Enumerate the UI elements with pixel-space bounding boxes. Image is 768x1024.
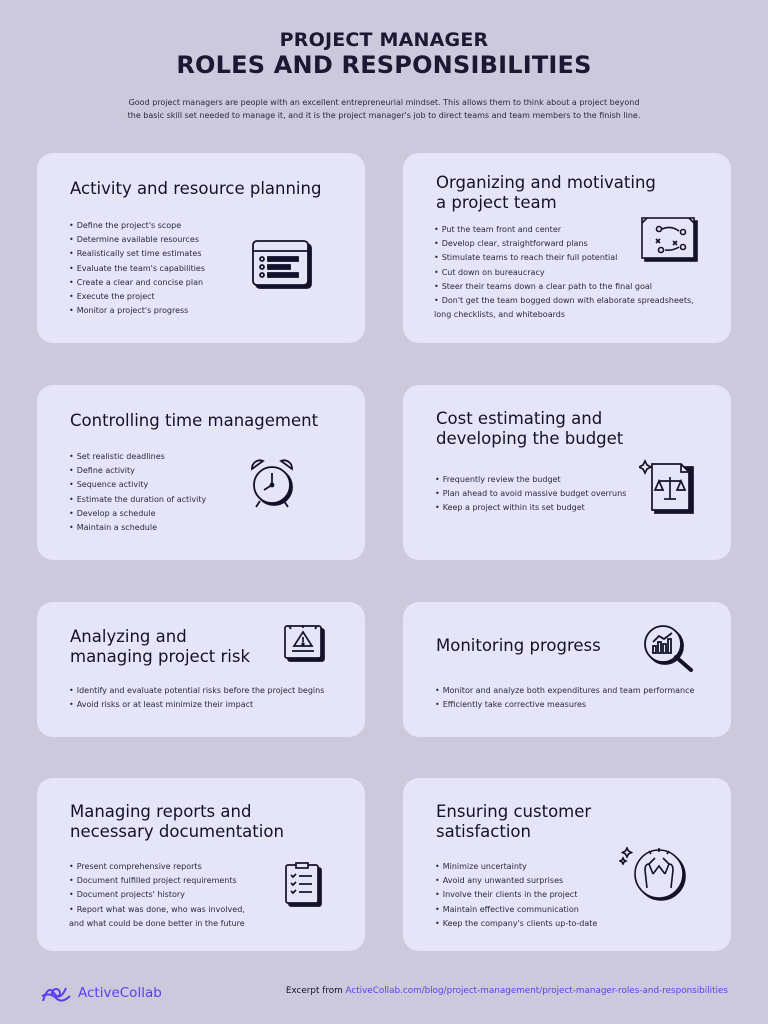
list-item: • Realistically set time estimates [69, 247, 205, 261]
card-reports-documentation [37, 778, 365, 951]
card-customer-satisfaction [403, 778, 731, 951]
clipboard-checklist-icon [283, 862, 323, 912]
card-title-line: Analyzing and [70, 627, 187, 646]
brand-logo[interactable] [40, 982, 162, 1004]
high-five-icon [619, 844, 689, 908]
list-item: • Sequence activity [69, 478, 206, 492]
list-item: • Develop clear, straightforward plans [434, 237, 694, 251]
footer-excerpt [286, 986, 728, 996]
list-item: • Avoid any unwanted surprises [435, 874, 597, 888]
page-supertitle: PROJECT MANAGER [279, 29, 489, 51]
card-title-line: developing the budget [436, 429, 624, 448]
excerpt-prefix: Excerpt from [285, 986, 343, 996]
card-list [69, 450, 206, 535]
card-title [70, 179, 321, 199]
list-item: • Develop a schedule [69, 507, 206, 521]
card-title-line: Monitoring progress [436, 636, 601, 655]
activecollab-logo-icon [40, 982, 72, 1004]
card-title-line: managing project risk [70, 647, 251, 666]
list-item: • Efficiently take corrective measures [435, 698, 694, 712]
planning-board-icon [251, 239, 313, 295]
intro-line: the basic skill set needed to manage it, and it is the project manager's job to direct teams and team members to the finish line. [127, 110, 641, 120]
list-item: • Identify and evaluate potential risks before the project begins [69, 684, 324, 698]
card-list [69, 684, 324, 712]
card-monitoring-progress [403, 602, 731, 737]
list-item: • Execute the project [69, 290, 205, 304]
list-item: • Don't get the team bogged down with elaborate spreadsheets, [434, 294, 694, 308]
card-title-line: Activity and resource planning [70, 179, 322, 198]
card-cost-budget [403, 385, 731, 560]
list-item: • Plan ahead to avoid massive budget overruns [435, 487, 626, 501]
intro-line: Good project managers are people with an excellent entrepreneurial mindset. This allows them to think about a project beyond [128, 98, 640, 107]
card-title-line: necessary documentation [70, 822, 284, 841]
list-item: • Keep the company's clients up-to-date [435, 917, 597, 931]
list-item: • Maintain a schedule [69, 521, 206, 535]
warning-document-icon [283, 624, 327, 668]
card-list [69, 219, 205, 318]
card-list [435, 860, 597, 931]
card-title [436, 802, 591, 842]
card-team-motivation [403, 153, 731, 343]
card-title-line: Cost estimating and [436, 409, 603, 428]
card-title-line: Controlling time management [70, 411, 319, 430]
list-item: • Monitor a project's progress [69, 304, 205, 318]
list-item: • Steer their teams down a clear path to the final goal [434, 280, 694, 294]
list-item: • Put the team front and center [434, 223, 694, 237]
card-time-management [37, 385, 365, 560]
list-item: • Involve their clients in the project [435, 888, 597, 902]
alarm-clock-icon [247, 457, 299, 515]
page-title: ROLES AND RESPONSIBILITIES [176, 51, 592, 79]
card-title [70, 802, 284, 842]
list-item: • Document fulfilled project requirements [69, 874, 245, 888]
excerpt-link[interactable]: ActiveCollab.com/blog/project-management/project-manager-roles-and-responsibilities [345, 986, 728, 996]
card-title-line: Organizing and motivating [436, 173, 656, 192]
list-item: long checklists, and whiteboards [434, 310, 565, 320]
list-item: • Keep a project within its set budget [435, 501, 626, 515]
intro-text [124, 97, 644, 122]
list-item: • Define the project's scope [69, 219, 205, 233]
card-title [70, 411, 318, 431]
card-activity-planning [37, 153, 365, 343]
card-list [69, 860, 245, 931]
list-item: • Cut down on bureaucracy [434, 266, 694, 280]
card-list [435, 473, 626, 516]
list-item: • Frequently review the budget [435, 473, 626, 487]
scale-document-icon [639, 455, 697, 521]
list-item: • Create a clear and concise plan [69, 276, 205, 290]
card-title [436, 409, 623, 449]
list-item: • Stimulate teams to reach their full potential [434, 251, 694, 265]
list-item: • Monitor and analyze both expenditures and team performance [435, 684, 694, 698]
list-item: • Minimize uncertainty [435, 860, 597, 874]
card-title [436, 636, 601, 656]
list-item: • Avoid risks or at least minimize their impact [69, 698, 324, 712]
strategy-map-icon [639, 215, 701, 267]
brand-name: ActiveCollab [78, 985, 162, 1001]
list-item: • Document projects' history [69, 888, 245, 902]
magnifier-chart-icon [643, 624, 699, 680]
list-item: • Maintain effective communication [435, 903, 597, 917]
card-title-line: Ensuring customer [436, 802, 592, 821]
card-risk-management [37, 602, 365, 737]
list-item: and what could be done better in the future [69, 918, 245, 928]
list-item: • Determine available resources [69, 233, 205, 247]
card-title-line: a project team [436, 193, 557, 212]
card-title-line: satisfaction [436, 822, 531, 841]
list-item: • Evaluate the team's capabilities [69, 262, 205, 276]
list-item: • Set realistic deadlines [69, 450, 206, 464]
list-item: • Report what was done, who was involved, [69, 903, 245, 917]
list-item: • Estimate the duration of activity [69, 493, 206, 507]
card-title [70, 627, 250, 667]
list-item: • Present comprehensive reports [69, 860, 245, 874]
list-item: • Define activity [69, 464, 206, 478]
card-list [435, 684, 694, 712]
card-title [436, 173, 656, 213]
card-title-line: Managing reports and [70, 802, 252, 821]
